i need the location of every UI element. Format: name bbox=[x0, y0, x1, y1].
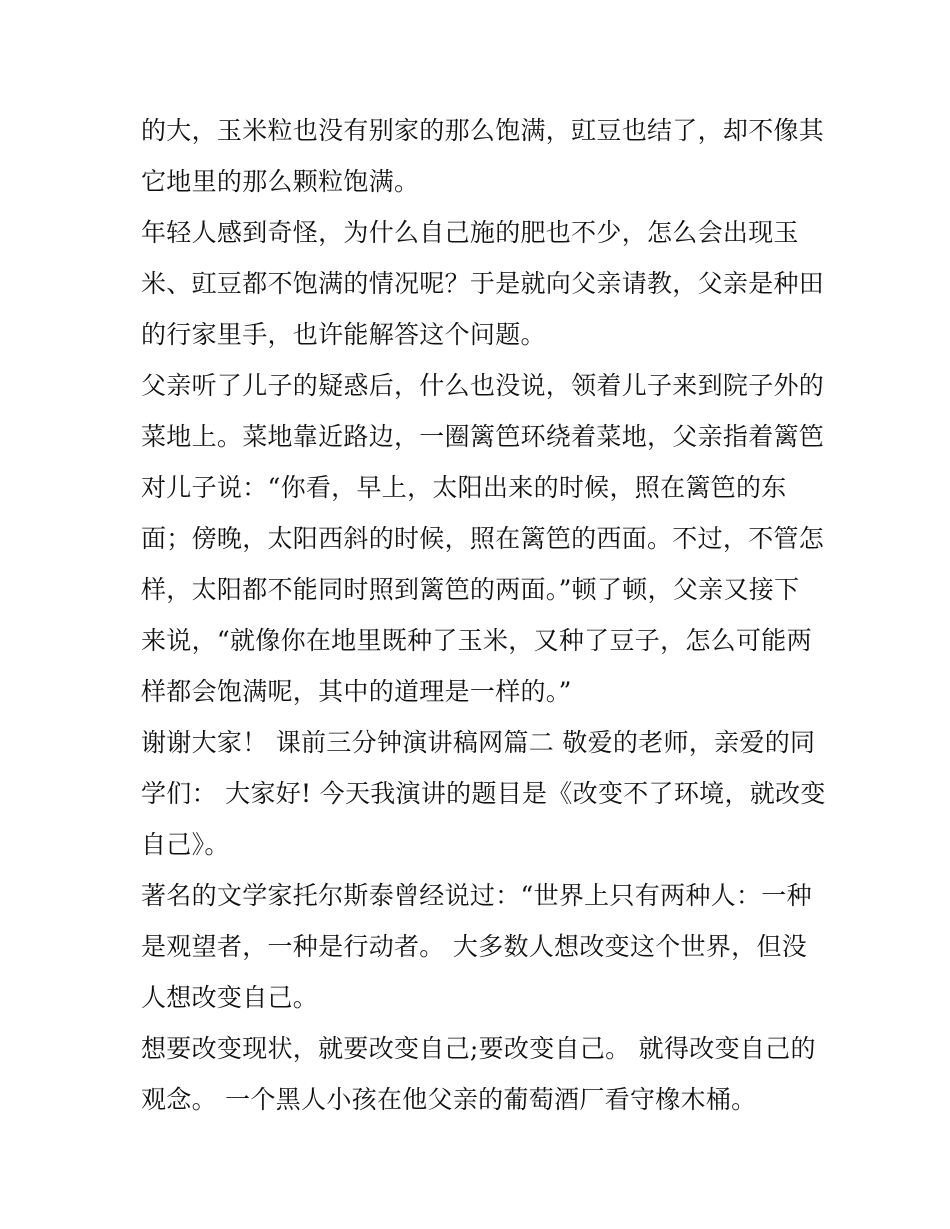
text-line: 面；傍晚，太阳西斜的时候，照在篱笆的西面。不过，不管怎 bbox=[141, 524, 825, 553]
text-line: 对儿子说：“你看，早上，太阳出来的时候，照在篱笆的东 bbox=[141, 473, 787, 502]
text-line: 来说，“就像你在地里既种了玉米，又种了豆子，怎么可能两 bbox=[141, 626, 812, 655]
text-line: 是观望者，一种是行动者。 大多数人想改变这个世界，但没 bbox=[141, 932, 808, 961]
document-body bbox=[141, 105, 826, 1125]
text-line: 年轻人感到奇怪，为什么自己施的肥也不少，怎么会出现玉 bbox=[141, 218, 799, 247]
text-line: 样，太阳都不能同时照到篱笆的两面。”顿了顿，父亲又接下 bbox=[141, 575, 800, 604]
text-line: 学们： 大家好! 今天我演讲的题目是《改变不了环境，就改变 bbox=[141, 779, 826, 808]
text-line: 的大，玉米粒也没有别家的那么饱满，豇豆也结了，却不像其 bbox=[141, 116, 825, 145]
text-line: 想要改变现状，就要改变自己;要改变自己。 就得改变自己的 bbox=[141, 1034, 816, 1063]
text-line: 菜地上。菜地靠近路边，一圈篱笆环绕着菜地，父亲指着篱笆 bbox=[141, 422, 825, 451]
text-line: 米、豇豆都不饱满的情况呢？于是就向父亲请教，父亲是种田 bbox=[141, 269, 825, 298]
text-line: 谢谢大家！ 课前三分钟演讲稿网篇二 敬爱的老师，亲爱的同 bbox=[141, 728, 816, 757]
text-line: 的行家里手，也许能解答这个问题。 bbox=[141, 320, 546, 349]
text-line: 自己》。 bbox=[141, 830, 230, 859]
text-line: 它地里的那么颗粒饱满。 bbox=[141, 167, 420, 196]
text-line: 人想改变自己。 bbox=[141, 983, 319, 1012]
text-line: 著名的文学家托尔斯泰曾经说过：“世界上只有两种人：一种 bbox=[141, 881, 812, 910]
text-line: 观念。 一个黑人小孩在他父亲的葡萄酒厂看守橡木桶。 bbox=[141, 1085, 757, 1114]
text-line: 父亲听了儿子的疑惑后，什么也没说，领着儿子来到院子外的 bbox=[141, 371, 825, 400]
text-line: 样都会饱满呢，其中的道理是一样的。” bbox=[141, 677, 572, 706]
